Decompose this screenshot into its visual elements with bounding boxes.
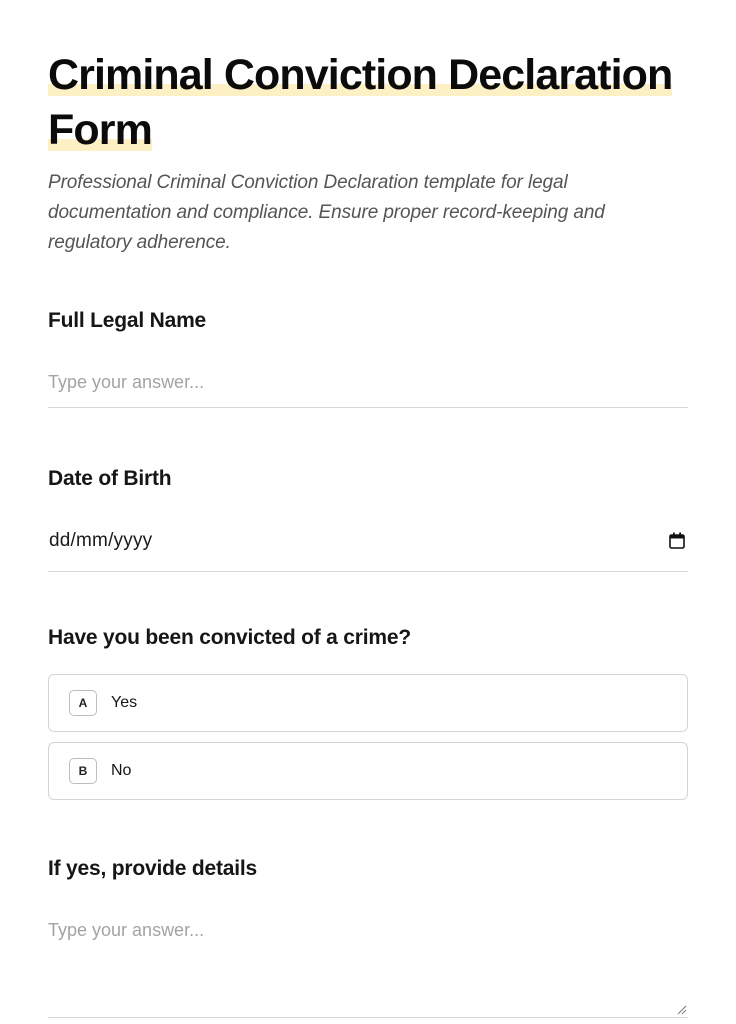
question-date-of-birth — [48, 466, 688, 572]
question-label: Have you been convicted of a crime? — [48, 626, 411, 649]
details-field — [48, 920, 688, 1018]
option-key-badge: B — [69, 758, 97, 784]
question-full-name — [48, 308, 688, 408]
question-details — [48, 856, 688, 1018]
form-title-text: Criminal Conviction Declaration Form — [48, 51, 673, 154]
option-yes[interactable] — [48, 674, 688, 732]
full-name-input[interactable] — [48, 372, 688, 408]
form-description: Professional Criminal Conviction Declaration template for legal documentation and compliance. Ensure proper record-keeping and regulatory adherence. — [48, 172, 605, 253]
question-label: If yes, provide details — [48, 857, 257, 880]
option-no[interactable] — [48, 742, 688, 800]
option-label: No — [111, 762, 132, 779]
option-key-badge: A — [69, 690, 97, 716]
date-format-text: dd/mm/yyyy — [49, 530, 153, 551]
calendar-icon[interactable] — [669, 532, 685, 549]
question-label: Date of Birth — [48, 467, 172, 490]
details-textarea[interactable] — [48, 920, 688, 1016]
form-title — [48, 48, 688, 158]
date-of-birth-input[interactable] — [48, 530, 688, 572]
question-convicted — [48, 625, 688, 779]
question-label: Full Legal Name — [48, 309, 207, 332]
form-container — [48, 48, 688, 880]
resize-handle-icon[interactable] — [677, 1005, 687, 1015]
option-label: Yes — [111, 694, 138, 711]
